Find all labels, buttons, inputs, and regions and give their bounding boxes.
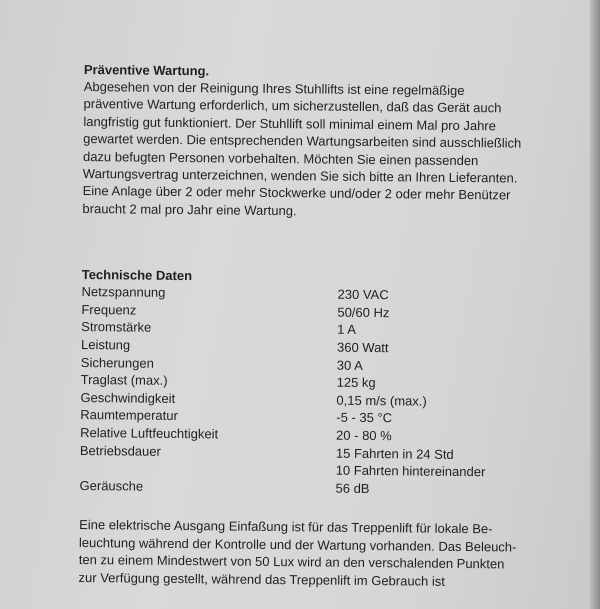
paragraph-line: zur Verfügung gestellt, während das Treppenlift im Gebrauch ist (78, 569, 446, 589)
spec-label: Frequenz (81, 301, 137, 318)
maintenance-paragraph (82, 78, 563, 222)
spec-value-line: 15 Fahrten in 24 Std (335, 445, 454, 462)
paragraph-line: langfristig gut funktioniert. Der Stuhllift soll minimal einem Mal pro Jahre (83, 113, 496, 134)
paragraph-line: gewartet werden. Die entsprechenden Wartungsarbeiten sind ausschließlich (83, 131, 522, 151)
maintenance-section (82, 62, 564, 222)
spec-value (337, 356, 363, 374)
spec-label: Betriebsdauer (79, 442, 161, 459)
paragraph-line: Eine elektrische Ausgang Einfaßung ist für das Treppenlift für lokale Be- (79, 517, 493, 537)
spec-value (336, 427, 392, 445)
spec-value-line: 10 Fahrten hintereinander (335, 462, 486, 480)
spec-value (337, 304, 389, 322)
spec-value (336, 391, 426, 410)
spec-label: Geräusche (79, 477, 144, 494)
paragraph-line: präventive Wartung erforderlich, um sicherzustellen, daß das Gerät auch (83, 96, 502, 116)
spec-value-line: 20 - 80 % (336, 427, 392, 444)
spec-label: Stromstärke (81, 319, 152, 336)
spec-value (335, 479, 369, 497)
spec-label: Sicherungen (80, 354, 154, 371)
technical-data-heading: Technische Daten (81, 267, 193, 284)
spec-value-line: 360 Watt (336, 339, 389, 356)
spec-row (80, 442, 560, 482)
spec-value (337, 286, 388, 304)
spec-value-line: 125 kg (336, 374, 376, 391)
spec-value-line: 56 dB (335, 480, 370, 496)
page-edge-shadow (590, 0, 600, 609)
paragraph-line: ten zu einem Mindestwert von 50 Lux wird an den verschalenden Punkten (78, 552, 505, 572)
spec-label: Netzspannung (81, 284, 166, 301)
maintenance-heading: Präventive Wartung. (83, 62, 210, 79)
spec-value (337, 339, 389, 357)
spec-label: Geschwindigkeit (80, 389, 176, 406)
spec-label: Raumtemperatur (80, 407, 178, 424)
spec-label: Leistung (80, 337, 131, 353)
paragraph-line: braucht 2 mal pro Jahr eine Wartung. (82, 200, 297, 219)
spec-value (336, 444, 486, 481)
paragraph-line: dazu befugten Personen vorbehalten. Möchten Sie einen passenden (82, 148, 479, 168)
spec-value-line: 230 VAC (337, 286, 389, 303)
spec-label: Relative Luftfeuchtigkeit (80, 424, 219, 442)
spec-value-line: -5 - 35 °C (336, 410, 393, 426)
spec-value-line: 50/60 Hz (337, 304, 390, 321)
spec-value (336, 409, 392, 427)
technical-data-section (79, 267, 561, 499)
spec-table (79, 283, 561, 499)
paragraph-line: Wartungsvertrag unterzeichnen, wenden Sie sich bitte an Ihren Lieferanten. (82, 166, 518, 186)
spec-value (337, 321, 356, 339)
spec-value-line: 1 A (337, 322, 357, 338)
paragraph-line: leuchtung während der Kontrolle und der Wartung vorhanden. Das Beleuch- (78, 534, 517, 555)
spec-value-line: 0,15 m/s (max.) (336, 392, 427, 409)
paragraph-line: Eine Anlage über 2 oder mehr Stockwerke und/oder 2 oder mehr Benützer (82, 183, 511, 203)
paragraph-line: Abgesehen von der Reinigung Ihres Stuhllifts ist eine regelmäßige (83, 78, 465, 98)
spec-label: Traglast (max.) (80, 372, 168, 389)
spec-row (79, 477, 559, 500)
spec-value (337, 374, 376, 392)
lighting-note-paragraph (79, 516, 560, 591)
page-content (79, 62, 564, 591)
spec-value-line: 30 A (336, 357, 363, 373)
